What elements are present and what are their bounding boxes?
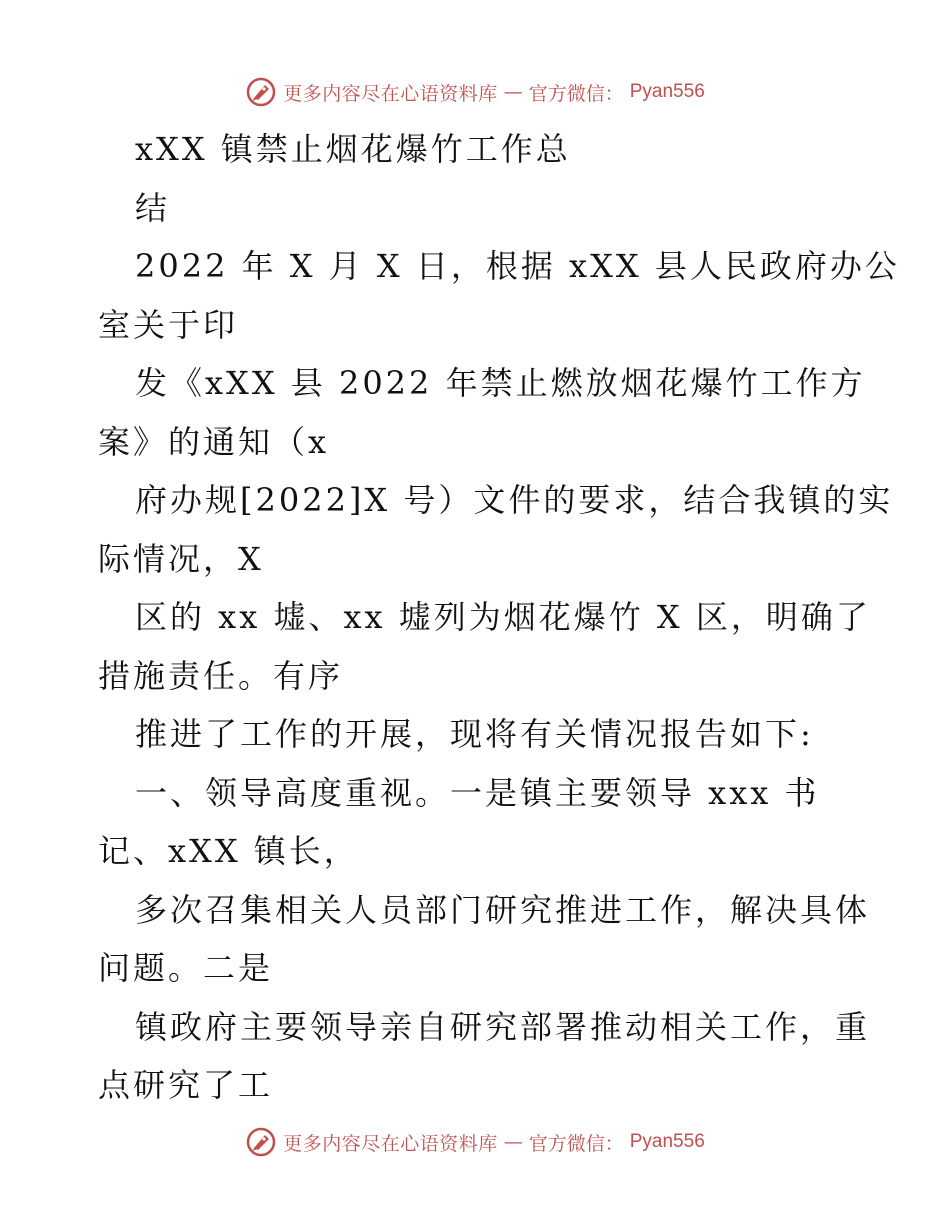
doc-line: 一、领导高度重视。一是镇主要领导 xxx 书 (135, 773, 820, 812)
header-wechat-label: 官方微信： (528, 82, 624, 105)
footer-brand-text: 更多内容尽在心语资料库 (283, 1132, 498, 1155)
doc-line: 区的 xx 墟、xx 墟列为烟花爆竹 X 区，明确了 (135, 598, 871, 636)
doc-line: 案》的通知（x (98, 422, 330, 461)
doc-line: 室关于印 (98, 305, 239, 344)
header-wechat-id: Pyan556 (629, 81, 705, 102)
doc-title-line-2: 结 (135, 188, 171, 227)
doc-line: 府办规[2022]X 号）文件的要求，结合我镇的实 (135, 481, 894, 519)
document-body (98, 120, 900, 1115)
doc-line: 记、xXX 镇长， (98, 832, 359, 870)
doc-line: 推进了工作的开展，现将有关情况报告如下: (135, 715, 814, 753)
footer-wechat-label: 官方微信： (528, 1132, 624, 1155)
footer-watermark-banner (0, 1122, 950, 1162)
doc-line: 际情况，X (98, 539, 264, 578)
footer-wechat-id: Pyan556 (629, 1131, 705, 1152)
pen-nib-logo-icon (245, 76, 277, 108)
header-dash: — (503, 81, 523, 103)
doc-line: 措施责任。有序 (98, 656, 344, 695)
header-watermark-banner (0, 72, 950, 112)
doc-line: 多次召集相关人员部门研究推进工作，解决具体 (135, 890, 871, 929)
doc-line: 镇政府主要领导亲自研究部署推动相关工作，重 (135, 1007, 871, 1046)
pen-nib-logo-icon (245, 1126, 277, 1158)
doc-line: 发《xXX 县 2022 年禁止燃放烟花爆竹工作方 (135, 364, 866, 402)
doc-title-line-1: xXX 镇禁止烟花爆竹工作总 (135, 130, 571, 168)
doc-line: 问题。二是 (98, 949, 274, 987)
doc-line: 2022 年 X 月 X 日，根据 xXX 县人民政府办公 (135, 247, 900, 285)
footer-dash: — (503, 1131, 523, 1153)
doc-line: 点研究了工 (98, 1066, 274, 1104)
header-brand-text: 更多内容尽在心语资料库 (283, 82, 498, 105)
